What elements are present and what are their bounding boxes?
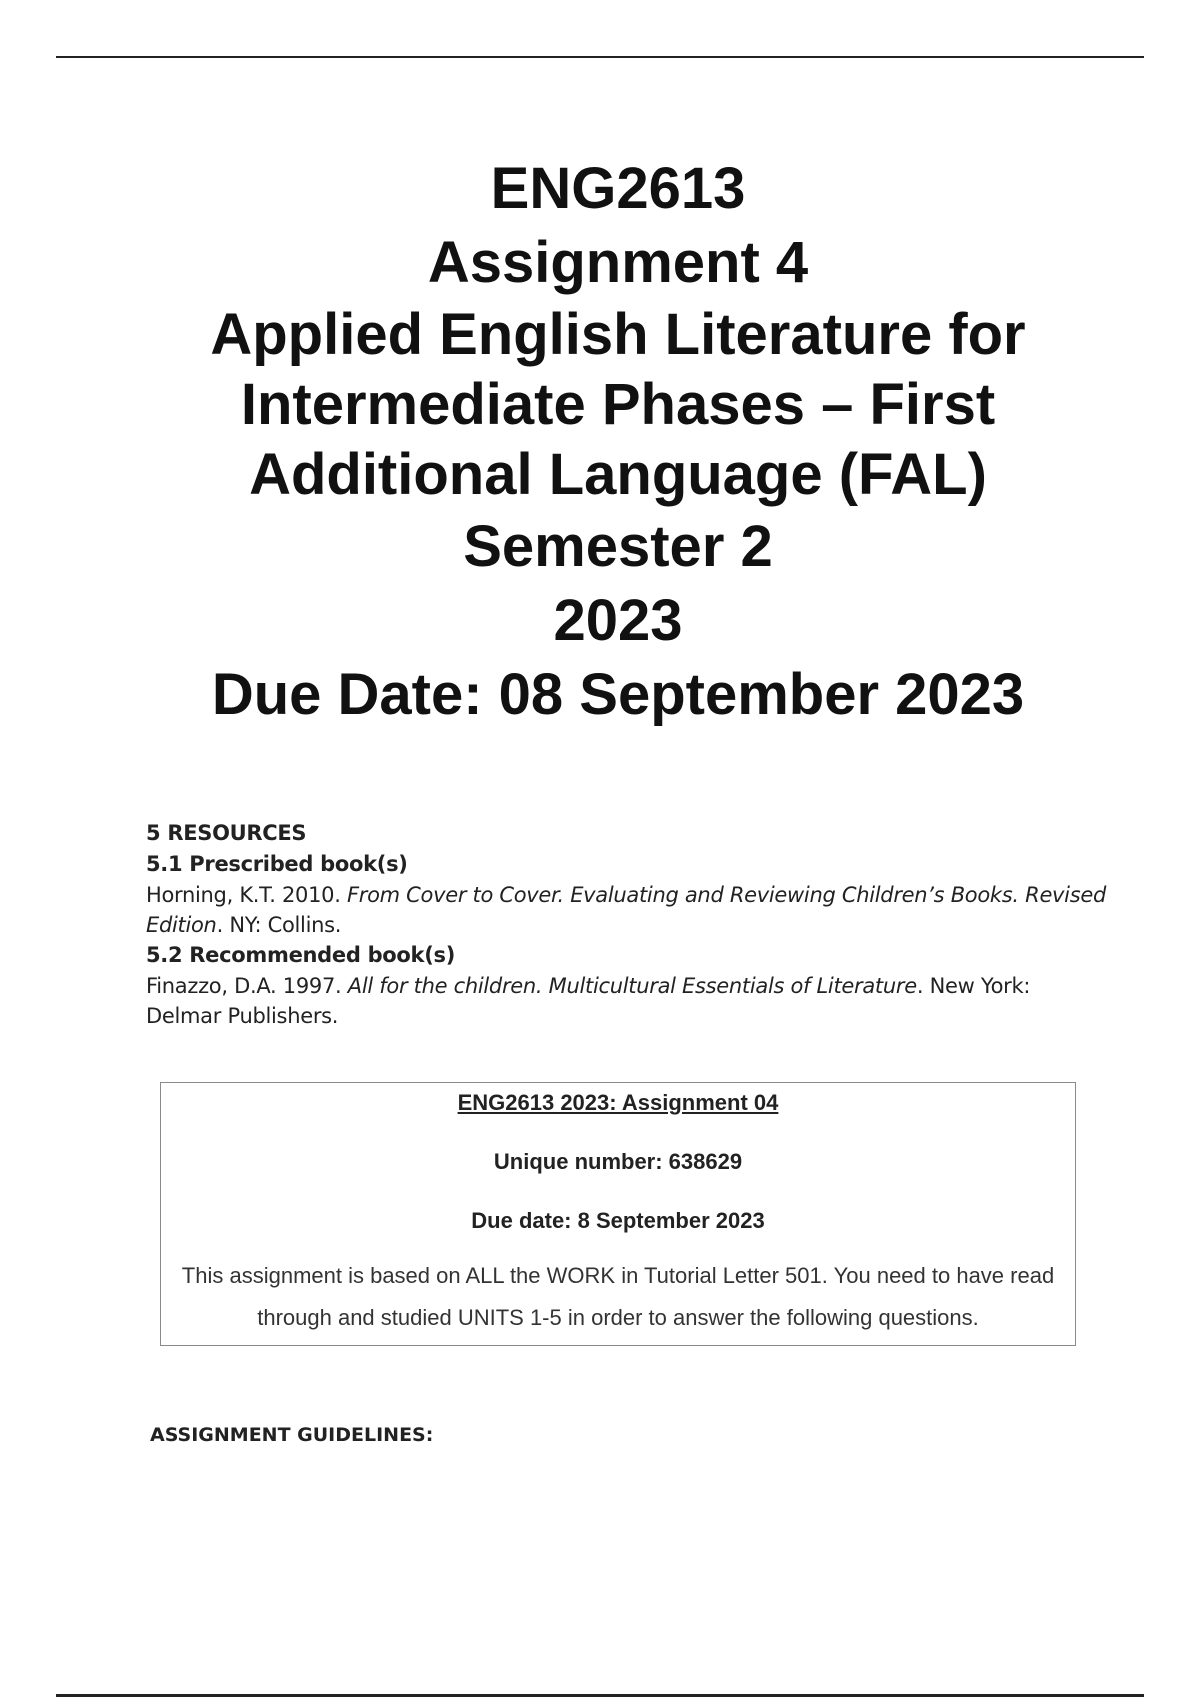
prescribed-publisher: . NY: Collins. — [216, 913, 342, 937]
year: 2023 — [553, 588, 683, 653]
due-date-heading: Due Date: 08 September 2023 — [211, 662, 1025, 727]
box-title: ENG2613 2023: Assignment 04 — [457, 1090, 779, 1115]
prescribed-author: Horning, K.T. 2010. — [146, 883, 347, 907]
top-rule — [56, 56, 1144, 58]
prescribed-book-citation — [146, 880, 1106, 940]
recommended-publisher: . New York: Delmar Publishers. — [146, 974, 1031, 1028]
module-title-line-3: Additional Language (FAL) — [249, 442, 987, 507]
box-description: This assignment is based on ALL the WORK in Tutorial Letter 501. You need to have read through and studied UNITS 1-5 in order to answer the following questions. — [181, 1263, 1055, 1330]
prescribed-books-heading: 5.1 Prescribed book(s) — [146, 852, 408, 876]
recommended-title: All for the children. Multicultural Essentials of Literature — [347, 974, 917, 998]
module-title-line-1: Applied English Literature for — [210, 302, 1026, 367]
recommended-book-citation — [146, 971, 1106, 1031]
course-code: ENG2613 — [490, 156, 746, 221]
module-title-line-2: Intermediate Phases – First — [240, 372, 996, 437]
bottom-rule — [56, 1694, 1144, 1697]
recommended-books-heading: 5.2 Recommended book(s) — [146, 943, 456, 967]
resources-heading: 5 RESOURCES — [146, 821, 307, 845]
assignment-info-box — [160, 1082, 1076, 1346]
assignment-guidelines-heading: ASSIGNMENT GUIDELINES: — [150, 1424, 434, 1446]
title-block — [120, 152, 1116, 732]
prescribed-title: From Cover to Cover. Evaluating and Reviewing Children’s Books. Revised Edition — [146, 883, 1107, 937]
resources-section — [146, 818, 1106, 1031]
box-due-date: Due date: 8 September 2023 — [471, 1208, 765, 1233]
recommended-author: Finazzo, D.A. 1997. — [146, 974, 348, 998]
unique-number: Unique number: 638629 — [493, 1149, 743, 1174]
assignment-number: Assignment 4 — [427, 230, 809, 295]
semester: Semester 2 — [463, 514, 773, 579]
